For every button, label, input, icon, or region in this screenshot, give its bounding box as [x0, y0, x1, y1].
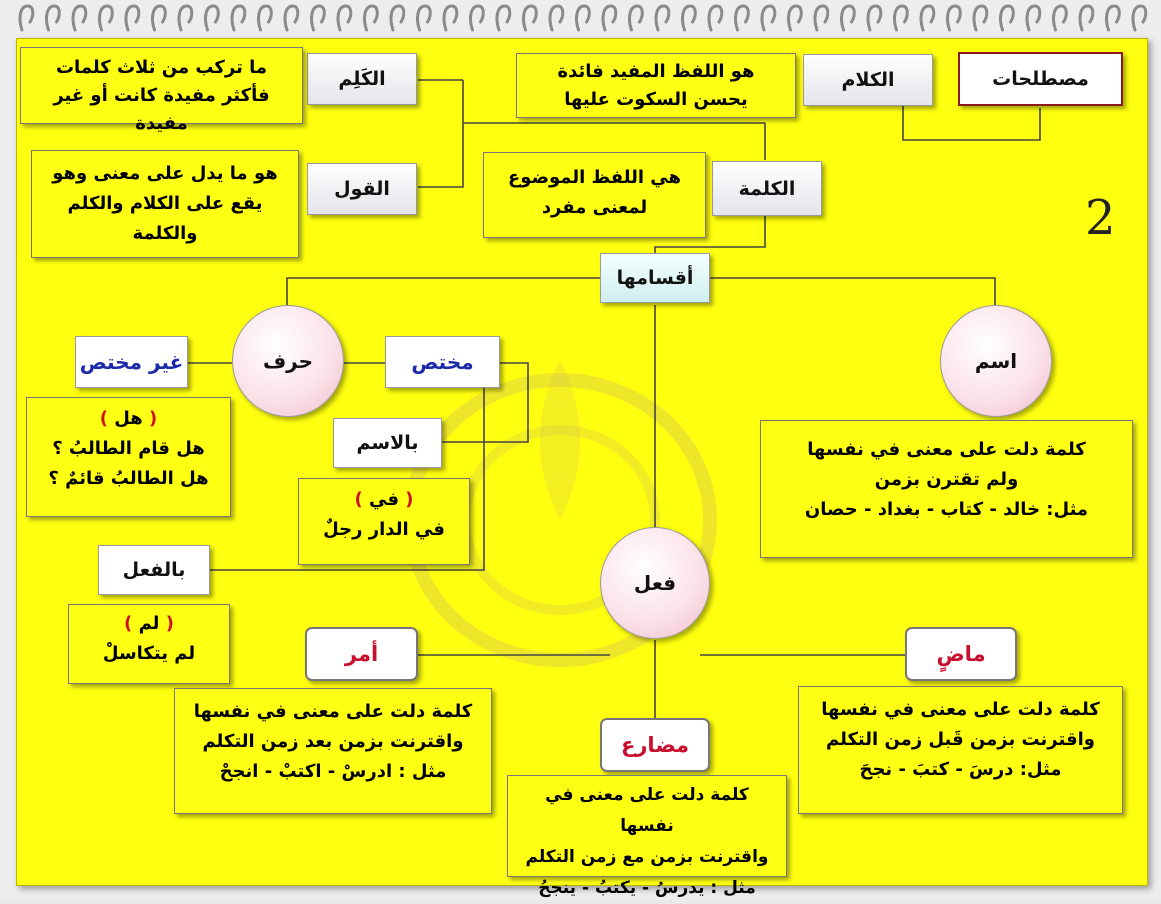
binder-ring-icon — [285, 6, 298, 30]
harf-label: حرف — [262, 349, 314, 373]
kalim-definition — [20, 47, 303, 134]
binder-ring-icon — [1080, 6, 1093, 30]
amr-label-text: أمر — [344, 642, 379, 666]
binder-ring-icon — [444, 6, 457, 30]
lam-example-1: لم يتكاسلْ — [102, 643, 196, 664]
qawl-label-text: القول — [334, 178, 390, 200]
amr-example: مثل : ادرسْ - اكتبْ - انجحْ — [219, 761, 447, 782]
terms-title-text: مصطلحات — [992, 68, 1089, 90]
binder-ring-icon — [974, 6, 987, 30]
ism-example: مثل: خالد - كتاب - بغداد - حصان — [804, 499, 1089, 520]
madi-label — [905, 627, 1017, 681]
kalam-definition-text: هو اللفظ المفيد فائدة يحسن السكوت عليها — [557, 61, 755, 110]
ism-label: اسم — [974, 349, 1018, 373]
binder-ring-icon — [762, 6, 775, 30]
binder-ring-icon — [73, 6, 86, 30]
binder-ring-icon — [391, 6, 404, 30]
kalam-definition — [516, 53, 796, 118]
binder-ring-icon — [259, 6, 272, 30]
binder-ring-icon — [789, 6, 802, 30]
binder-ring-icon — [577, 6, 590, 30]
bil-ism-text: بالاسم — [356, 432, 419, 454]
binder-ring-icon — [842, 6, 855, 30]
fi-example-1: في الدار رجلٌ — [323, 519, 445, 540]
binder-ring-icon — [179, 6, 192, 30]
fi-word: في — [369, 489, 399, 510]
binder-ring-icon — [709, 6, 722, 30]
binder-ring-icon — [524, 6, 537, 30]
madi-label-text: ماضٍ — [936, 642, 986, 666]
ism-definition-line-1: كلمة دلت على معنى في نفسها — [807, 439, 1086, 460]
kalam-label-text: الكلام — [841, 69, 895, 91]
ghayr-mukhtas-text: غير مختص — [79, 350, 184, 374]
binder-ring-icon — [868, 6, 881, 30]
binder-ring-icon — [1107, 6, 1120, 30]
ghayr-mukhtas-label — [75, 336, 188, 388]
mukhtas-text: مختص — [411, 350, 474, 374]
amr-definition — [174, 688, 492, 814]
lam-word-line: ( لم ) — [124, 613, 174, 634]
fi-word-line: ( في ) — [354, 489, 414, 510]
madi-definition — [798, 686, 1123, 814]
kalima-label — [712, 161, 822, 216]
binder-ring-icon — [630, 6, 643, 30]
fi-box — [298, 478, 470, 565]
binder-ring-icon — [418, 6, 431, 30]
binder-ring-icon — [1054, 6, 1067, 30]
mudari-label-text: مضارع — [621, 733, 690, 757]
binder-ring-icon — [100, 6, 113, 30]
mudari-example: مثل : يدرسُ - يكتبُ - ينجحُ — [538, 878, 756, 898]
binder-ring-icon — [656, 6, 669, 30]
binder-ring-icon — [471, 6, 484, 30]
mukhtas-label — [385, 336, 500, 388]
bil-ism-label — [333, 418, 442, 468]
fil-label: فعل — [633, 571, 677, 595]
qawl-label — [307, 163, 417, 215]
binder-ring-icon — [948, 6, 961, 30]
mudari-line-2: واقترنت بزمن مع زمن التكلم — [525, 847, 769, 867]
hal-word: هل — [114, 408, 143, 429]
binder-ring-icon — [232, 6, 245, 30]
terms-title — [958, 52, 1123, 106]
mudari-definition — [507, 775, 787, 898]
ism-definition-line-2: ولم تقترن بزمن — [874, 469, 1019, 490]
mudari-line-1: كلمة دلت على معنى في نفسها — [545, 785, 749, 836]
binder-ring-icon — [206, 6, 219, 30]
madi-line-2: واقترنت بزمن قَبل زمن التكلم — [826, 729, 1095, 750]
binder-ring-icon — [365, 6, 378, 30]
hal-word-line: ( هل ) — [99, 408, 158, 429]
binder-ring-icon — [895, 6, 908, 30]
kalim-definition-text: ما تركب من ثلاث كلمات فأكثر مفيدة كانت أو غير مفيدة — [53, 57, 270, 134]
binder-ring-icon — [683, 6, 696, 30]
binder-ring-icon — [921, 6, 934, 30]
amr-line-2: واقترنت بزمن بعد زمن التكلم — [202, 731, 464, 752]
binder-ring-icon — [153, 6, 166, 30]
ism-definition — [760, 420, 1133, 558]
hal-example-2: هل الطالبُ قائمٌ ؟ — [48, 468, 209, 489]
harf-circle — [232, 305, 344, 417]
binder-ring-icon — [1133, 6, 1146, 30]
binder-ring-icon — [338, 6, 351, 30]
binder-ring-icon — [603, 6, 616, 30]
bil-fil-label — [98, 545, 210, 595]
binder-ring-icon — [815, 6, 828, 30]
kalima-definition-text: هي اللفظ الموضوع لمعنى مفرد — [508, 167, 681, 218]
madi-example: مثل: درسَ - كتبَ - نجحَ — [859, 759, 1062, 780]
divisions-label — [600, 253, 710, 303]
kalim-label-text: الكَلِم — [338, 68, 386, 90]
madi-line-1: كلمة دلت على معنى في نفسها — [821, 699, 1100, 720]
lam-box — [68, 604, 230, 684]
qawl-definition — [31, 150, 299, 258]
qawl-definition-text: هو ما يدل على معنى وهو يقع على الكلام والكلم والكلمة — [52, 163, 278, 244]
page-number: 2 — [1085, 190, 1116, 246]
bil-fil-text: بالفعل — [122, 559, 186, 581]
binder-ring-icon — [550, 6, 563, 30]
kalim-label — [307, 53, 417, 105]
binder-ring-icon — [736, 6, 749, 30]
divisions-label-text: أقسامها — [616, 267, 694, 289]
kalam-label — [803, 54, 933, 106]
binder-ring-icon — [20, 6, 33, 30]
binder-ring-icon — [47, 6, 60, 30]
fil-circle — [600, 527, 710, 639]
ism-circle — [940, 305, 1052, 417]
binder-ring-icon — [312, 6, 325, 30]
kalima-definition — [483, 152, 706, 238]
binder-ring-icon — [1027, 6, 1040, 30]
binder-ring-icon — [497, 6, 510, 30]
hal-example-1: هل قام الطالبُ ؟ — [52, 438, 205, 459]
lam-word: لم — [138, 613, 160, 634]
amr-line-1: كلمة دلت على معنى في نفسها — [193, 701, 473, 722]
hal-box — [26, 397, 231, 517]
kalima-label-text: الكلمة — [738, 177, 796, 200]
binder-ring-icon — [126, 6, 139, 30]
amr-label — [305, 627, 418, 681]
binder-rings — [0, 0, 1161, 40]
binder-ring-icon — [1001, 6, 1014, 30]
mudari-label — [600, 718, 710, 772]
